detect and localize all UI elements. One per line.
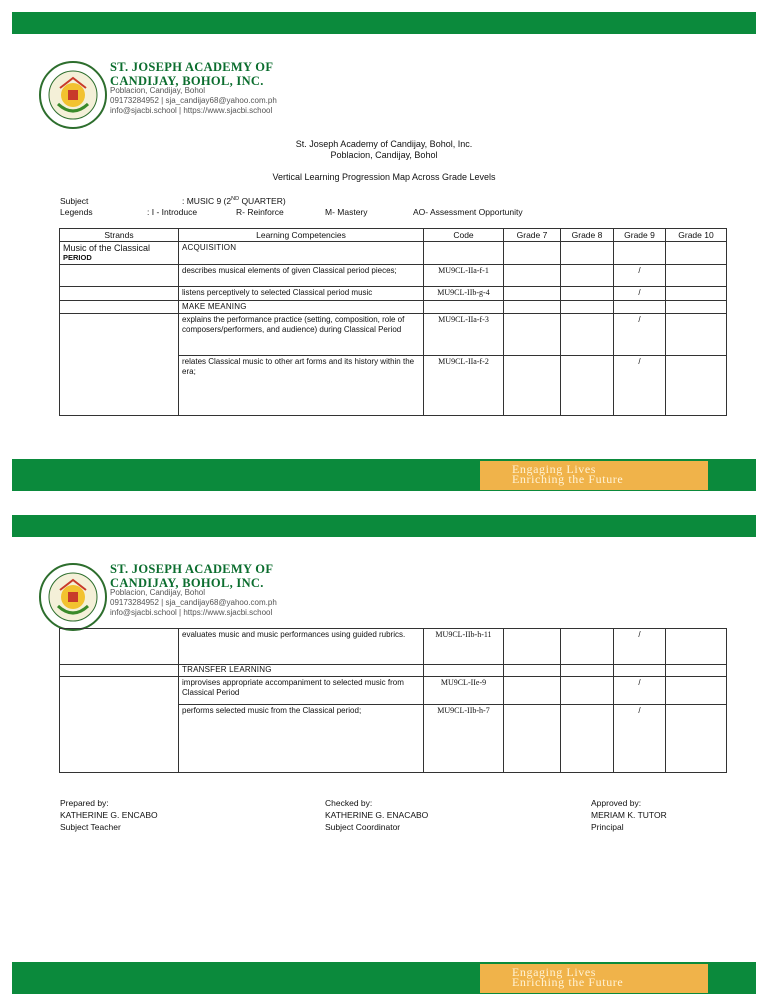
approved-by-block: Approved by: MERIAM K. TUTOR Principal [591,798,667,832]
legend-mastery: M- Mastery [325,207,368,217]
competency-cell: listens perceptively to selected Classical period music [179,287,424,301]
competency-cell: describes musical elements of given Classical period pieces; [179,265,424,287]
grade9-mark: / [614,705,666,773]
section-make-meaning: MAKE MEANING [179,301,424,314]
competency-cell: explains the performance practice (setting, composition, role of composers/performers, and audience) during Classical Period [179,314,424,356]
strand-cell: Music of the Classical PERIOD [60,242,179,265]
grade9-mark: / [614,677,666,705]
competency-cell: improvises appropriate accompaniment to selected music from Classical Period [179,677,424,705]
section-transfer-learning: TRANSFER LEARNING [179,665,424,677]
document-title: Vertical Learning Progression Map Across Grade Levels [272,172,496,182]
code-cell: MU9CL-IIb-h-7 [424,705,504,773]
school-seal-logo [38,60,108,130]
legends-label: Legends [60,207,93,217]
school-contact-info: Poblacion, Candijay, Bohol 09173284952 | sja_candijay68@yahoo.com.ph info@sjacbi.school | https://www.sjacbi.school [110,86,277,115]
table-row [60,314,727,356]
competency-cell: performs selected music from the Classical period; [179,705,424,773]
code-cell: MU9CL-IIb-h-11 [424,629,504,665]
top-green-bar [12,12,756,34]
table-row [60,677,727,705]
header-grade-7: Grade 7 [504,229,561,242]
grade9-mark: / [614,265,666,287]
code-cell: MU9CL-IIe-9 [424,677,504,705]
header-school: St. Joseph Academy of Candijay, Bohol, Inc. [295,139,473,149]
checked-by-block: Checked by: KATHERINE G. ENACABO Subject Coordinator [325,798,429,832]
top-green-bar [12,515,756,537]
table-row [60,301,727,314]
tagline: Engaging Lives Enriching the Future [512,965,624,989]
header-grade-9: Grade 9 [614,229,666,242]
table-row [60,265,727,287]
progression-table-page2 [59,628,727,773]
subject-value: : MUSIC 9 (2ND QUARTER) [182,196,286,206]
table-row [60,356,727,416]
header-location: Poblacion, Candijay, Bohol [330,150,438,160]
school-contact-info: Poblacion, Candijay, Bohol 09173284952 | sja_candijay68@yahoo.com.ph info@sjacbi.school | https://www.sjacbi.school [110,588,277,617]
grade9-mark: / [614,356,666,416]
header-competencies: Learning Competencies [179,229,424,242]
table-row [60,287,727,301]
table-row [60,629,727,665]
table-row [60,242,727,265]
school-seal-logo [38,562,108,632]
legend-introduce: : I - Introduce [147,207,198,217]
competency-cell: relates Classical music to other art forms and its history within the era; [179,356,424,416]
code-cell: MU9CL-IIa-f-3 [424,314,504,356]
prepared-by-block: Prepared by: KATHERINE G. ENCABO Subject Teacher [60,798,158,832]
progression-table-page1 [59,228,727,416]
code-cell: MU9CL-IIb-g-4 [424,287,504,301]
section-acquisition: ACQUISITION [179,242,424,265]
code-cell: MU9CL-IIa-f-2 [424,356,504,416]
table-row [60,705,727,773]
competency-cell: evaluates music and music performances using guided rubrics. [179,629,424,665]
grade9-mark: / [614,314,666,356]
grade9-mark: / [614,629,666,665]
table-header-row [60,229,727,242]
header-grade-10: Grade 10 [666,229,727,242]
grade9-mark: / [614,287,666,301]
header-code: Code [424,229,504,242]
legend-reinforce: R- Reinforce [236,207,284,217]
table-row [60,665,727,677]
school-name: ST. JOSEPH ACADEMY OF CANDIJAY, BOHOL, INC. [110,562,274,590]
code-cell: MU9CL-IIa-f-1 [424,265,504,287]
header-grade-8: Grade 8 [561,229,614,242]
school-name: ST. JOSEPH ACADEMY OF CANDIJAY, BOHOL, INC. [110,60,274,88]
tagline: Engaging Lives Enriching the Future [512,462,624,486]
legend-assessment: AO- Assessment Opportunity [413,207,523,217]
header-strands: Strands [60,229,179,242]
subject-label: Subject [60,196,89,206]
